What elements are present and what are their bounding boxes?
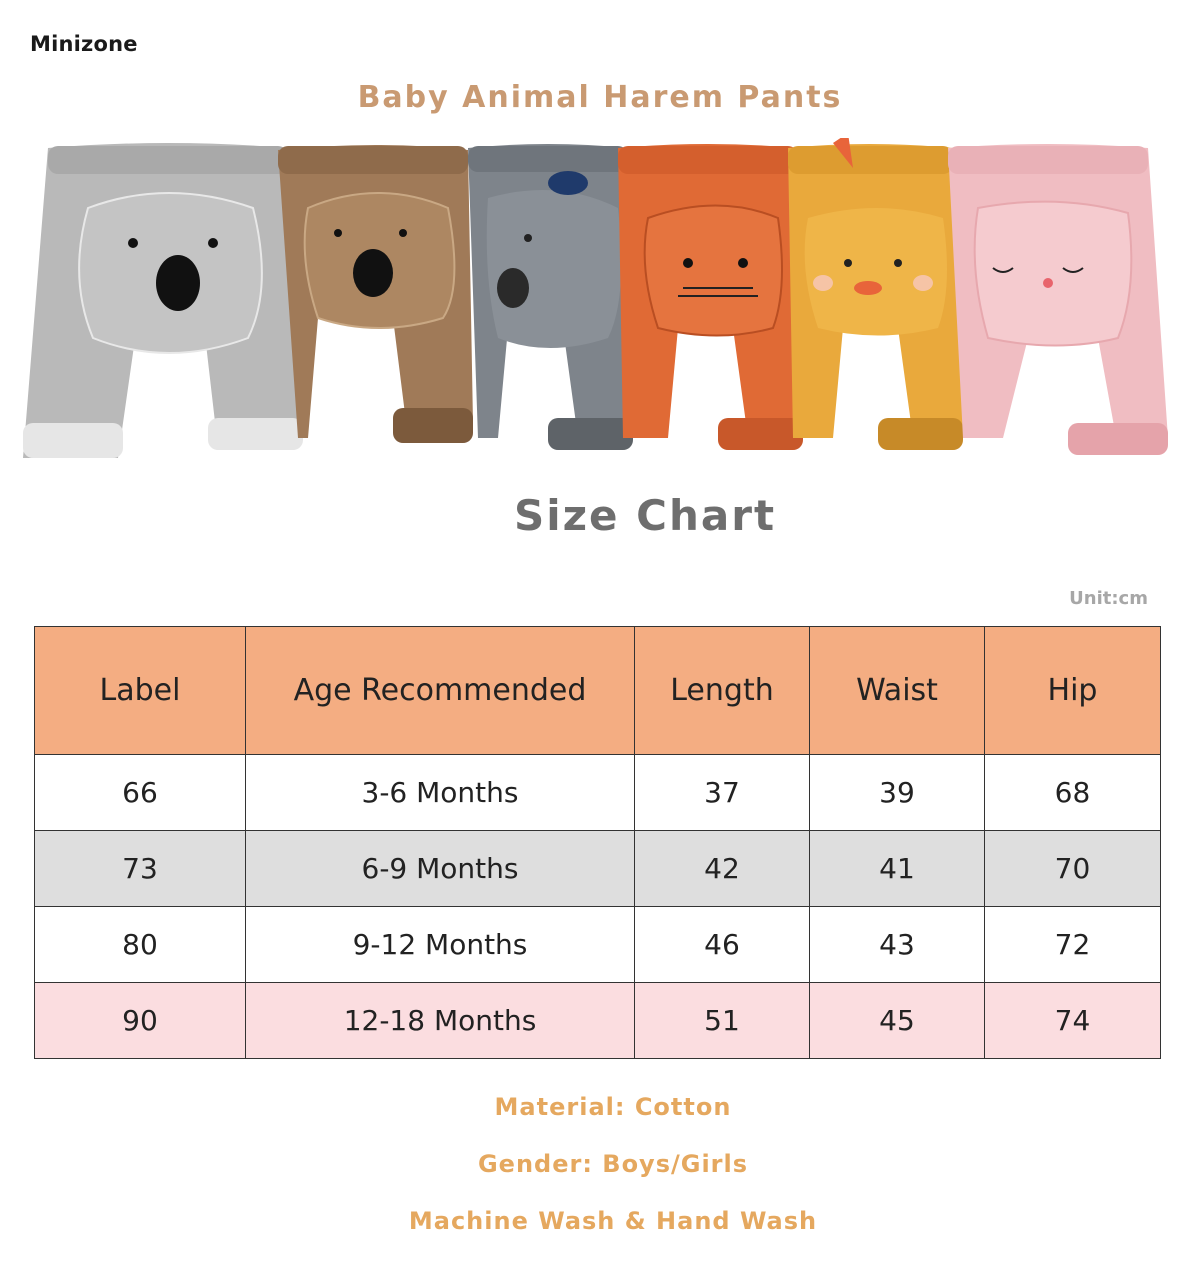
cell-length: 42 — [635, 831, 810, 907]
brand-name: Minizone — [30, 32, 138, 56]
cell-waist: 41 — [810, 831, 985, 907]
koala-pants-image — [23, 143, 303, 458]
column-header-waist: Waist — [810, 627, 985, 755]
cell-length: 37 — [635, 755, 810, 831]
wash-info: Machine Wash & Hand Wash — [408, 1207, 818, 1235]
cell-age: 9-12 Months — [246, 907, 635, 983]
bear-pants-image — [278, 145, 473, 443]
cell-age: 12-18 Months — [246, 983, 635, 1059]
unit-label: Unit:cm — [1069, 588, 1148, 609]
cell-age: 3-6 Months — [246, 755, 635, 831]
table-header-row — [35, 627, 1161, 755]
mouse-pants-image — [618, 144, 803, 450]
cell-waist: 43 — [810, 907, 985, 983]
cell-length: 46 — [635, 907, 810, 983]
cell-label: 80 — [35, 907, 246, 983]
column-header-hip: Hip — [985, 627, 1161, 755]
table-row — [35, 755, 1161, 831]
cell-hip: 72 — [985, 907, 1161, 983]
size-chart-title: Size Chart — [513, 491, 777, 540]
column-header-label: Label — [35, 627, 246, 755]
material-info: Material: Cotton — [494, 1093, 732, 1121]
table-row — [35, 831, 1161, 907]
column-header-age: Age Recommended — [246, 627, 635, 755]
cell-label: 90 — [35, 983, 246, 1059]
cell-hip: 70 — [985, 831, 1161, 907]
puppy-pants-image — [468, 144, 633, 450]
table-row — [35, 907, 1161, 983]
gender-info: Gender: Boys/Girls — [477, 1150, 749, 1178]
cell-label: 73 — [35, 831, 246, 907]
column-header-length: Length — [635, 627, 810, 755]
product-title: Baby Animal Harem Pants — [357, 80, 843, 115]
chick-pants-image — [788, 138, 963, 450]
cell-length: 51 — [635, 983, 810, 1059]
harem-pants-illustration — [18, 138, 1188, 468]
cell-label: 66 — [35, 755, 246, 831]
kitty-pants-image — [948, 144, 1168, 455]
cell-waist: 39 — [810, 755, 985, 831]
product-image-row — [18, 138, 1188, 468]
cell-hip: 68 — [985, 755, 1161, 831]
cell-waist: 45 — [810, 983, 985, 1059]
table-row — [35, 983, 1161, 1059]
cell-hip: 74 — [985, 983, 1161, 1059]
cell-age: 6-9 Months — [246, 831, 635, 907]
size-chart-table — [34, 626, 1161, 1059]
